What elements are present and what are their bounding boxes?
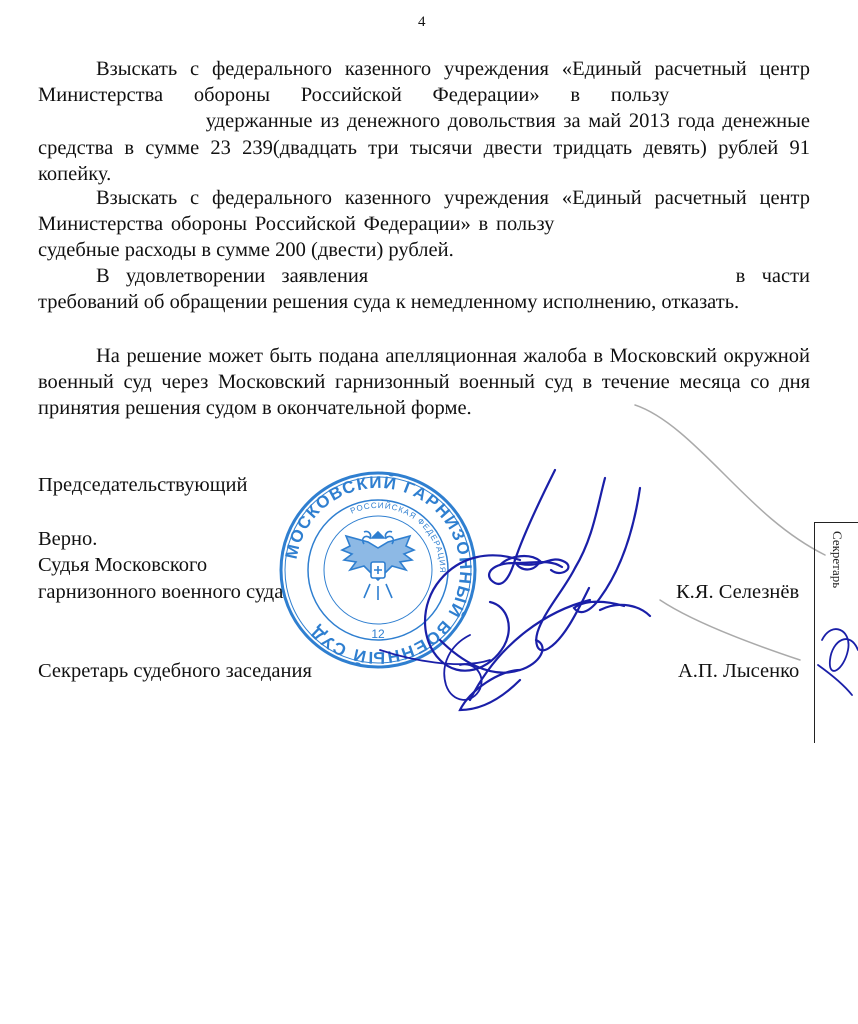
paragraph-1-text-a: Взыскать с федерального казенного учреждения «Единый расчетный центр Министерства обороны Российской Федерации» в пользу [38, 58, 810, 107]
paragraph-2-text-b: судебные расходы в сумме 200 (двести) рублей. [38, 239, 454, 262]
paragraph-1 [38, 56, 810, 187]
presiding-label: Председательствующий [38, 474, 248, 496]
paragraph-1-text-b: удержанные из денежного довольствия за май 2013 года денежные средства в сумме 23 239(двадцать три тысячи двести тридцать девять) рублей 91 копейку. [38, 110, 810, 185]
seal-outer-text: МОСКОВСКИЙ ГАРНИЗОННЫЙ ВОЕННЫЙ СУД [281, 472, 476, 668]
side-stamp-label: Секретарь [830, 531, 845, 589]
paragraph-3-text-a: В удовлетворении заявления [96, 265, 369, 287]
secretary-name: А.П. Лысенко [678, 660, 800, 682]
paragraph-2 [38, 185, 810, 264]
judge-title-line2: гарнизонного военного суда [38, 581, 284, 603]
eagle-emblem-icon [342, 531, 414, 600]
seal-inner-text: РОССИЙСКАЯ ФЕДЕРАЦИЯ [348, 500, 448, 574]
page-number: 4 [418, 14, 426, 30]
secretary-title: Секретарь судебного заседания [38, 660, 312, 682]
paragraph-2-text-a: Взыскать с федерального казенного учреждения «Единый расчетный центр Министерства обороны Российской Федерации» в пользу [38, 187, 810, 236]
pencil-mark [635, 405, 825, 660]
judge-name: К.Я. Селезнёв [676, 581, 800, 603]
seal-number: 12 [371, 627, 385, 641]
paragraph-4: На решение может быть подана апелляционная жалоба в Московский окружной военный суд через Московский гарнизонный военный суд в течение месяца со дня принятия решения судом в окончательной форме. [38, 345, 810, 420]
paragraph-3 [38, 263, 810, 315]
paragraph-3-text-b: в части требований об обращении решения суда к немедленному исполнению, отказать. [38, 265, 811, 314]
court-seal [278, 470, 478, 670]
side-stamp [814, 522, 858, 743]
judge-title-line1: Судья Московского [38, 554, 208, 576]
true-copy-label: Верно. [38, 528, 98, 550]
